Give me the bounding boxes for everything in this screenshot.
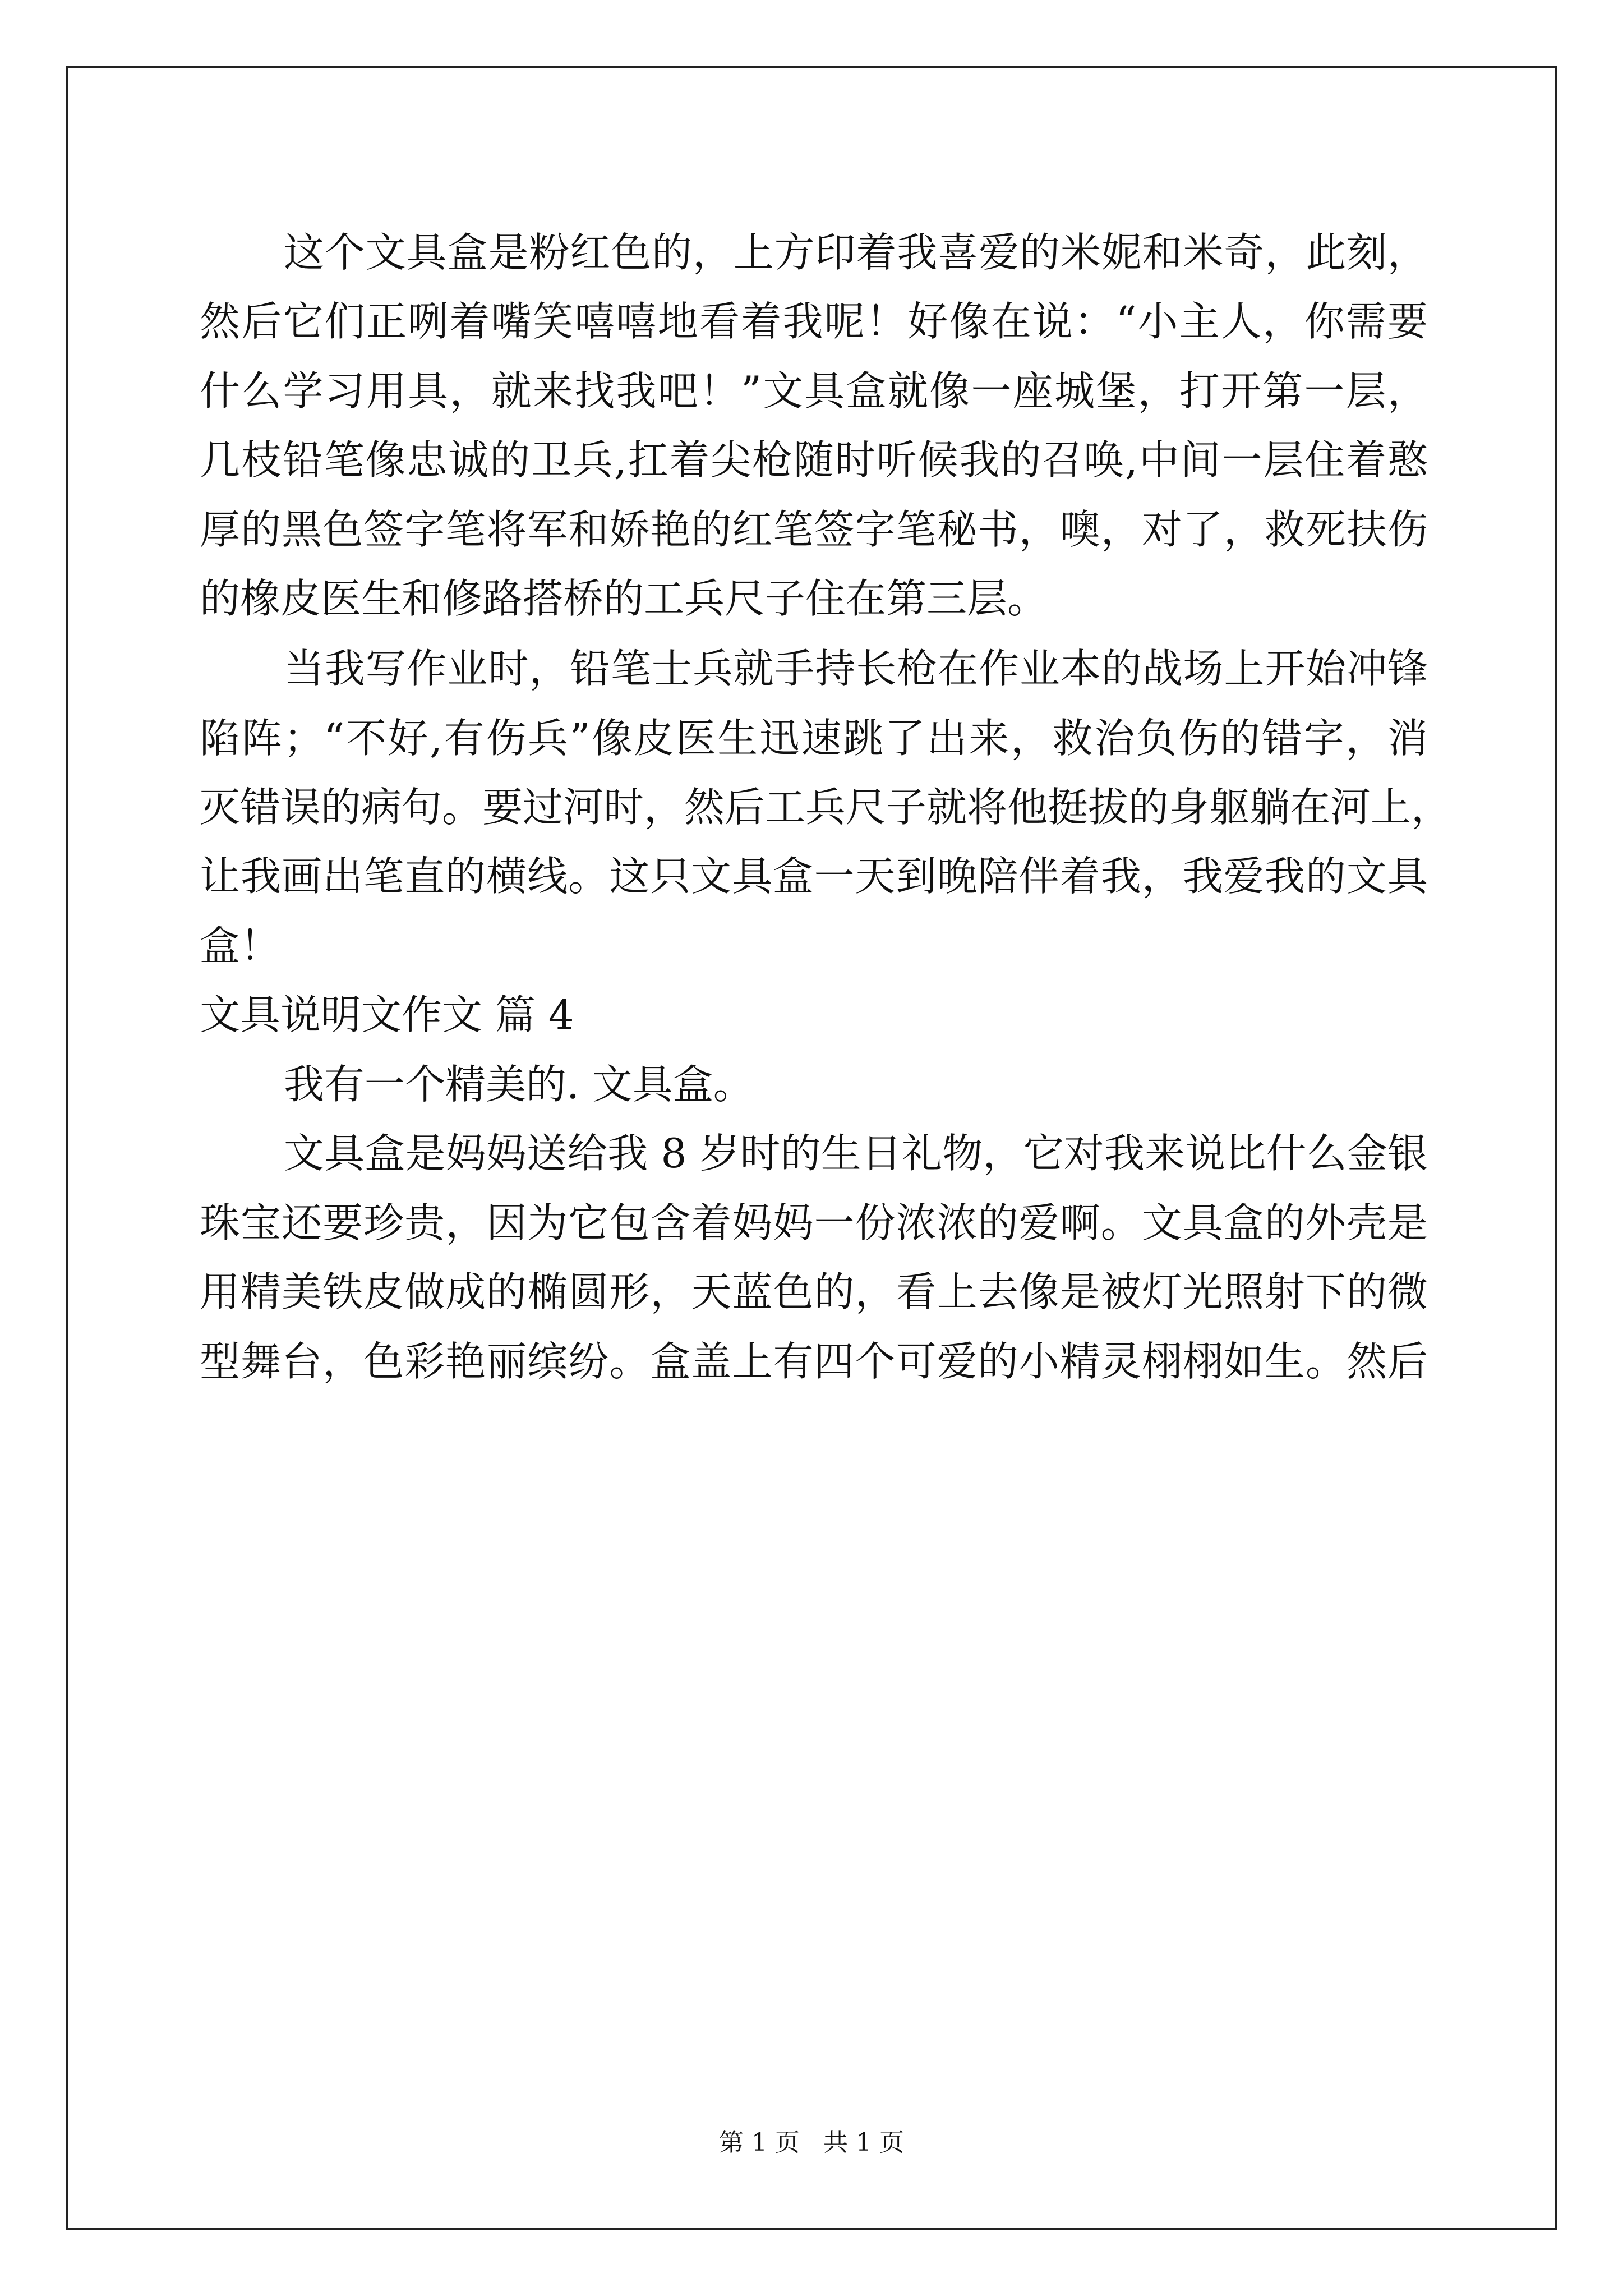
paragraph-line: 什么学习用具，就来找我吧！”文具盒就像一座城堡，打开第一层，: [200, 367, 1428, 415]
page-footer: [0, 2126, 1623, 2160]
paragraph-line: 的橡皮医生和修路搭桥的工兵尺子住在第三层。: [200, 575, 1048, 622]
paragraph-line: 让我画出笔直的横线。这只文具盒一天到晚陪伴着我，我爱我的文具: [200, 853, 1428, 900]
paragraph-line: 几枝铅笔像忠诚的卫兵,扛着尖枪随时听候我的召唤,中间一层住着憨: [200, 436, 1428, 484]
paragraph-line: 这个文具盒是粉红色的，上方印着我喜爱的米妮和米奇，此刻，: [284, 229, 1428, 276]
paragraph-line: 灭错误的病句。要过河时，然后工兵尺子就将他挺拔的身躯躺在河上，: [200, 784, 1452, 831]
paragraph-line: 用精美铁皮做成的椭圆形，天蓝色的，看上去像是被灯光照射下的微: [200, 1268, 1428, 1315]
paragraph-line: 厚的黑色签字笔将军和娇艳的红笔签字笔秘书，噢，对了，救死扶伤: [200, 506, 1428, 553]
paragraph-line: 陷阵；“不好,有伤兵”像皮医生迅速跳了出来，救治负伤的错字，消: [200, 715, 1428, 762]
paragraph-line: 当我写作业时，铅笔士兵就手持长枪在作业本的战场上开始冲锋: [284, 645, 1428, 692]
page-total: 共 1 页: [823, 2128, 904, 2157]
paragraph-line: 然后它们正咧着嘴笑嘻嘻地看着我呢！好像在说：“小主人，你需要: [200, 298, 1428, 345]
paragraph-line: 我有一个精美的. 文具盒。: [284, 1061, 754, 1108]
paragraph-line: 型舞台，色彩艳丽缤纷。盒盖上有四个可爱的小精灵栩栩如生。然后: [200, 1338, 1428, 1385]
paragraph-line: 文具盒是妈妈送给我 8 岁时的生日礼物，它对我来说比什么金银: [284, 1130, 1428, 1177]
section-heading: 文具说明文作文 篇 4: [200, 991, 574, 1038]
paragraph-line: 珠宝还要珍贵，因为它包含着妈妈一份浓浓的爱啊。文具盒的外壳是: [200, 1199, 1428, 1246]
paragraph-line: 盒！: [200, 922, 281, 969]
page-number: 第 1 页: [719, 2128, 800, 2157]
